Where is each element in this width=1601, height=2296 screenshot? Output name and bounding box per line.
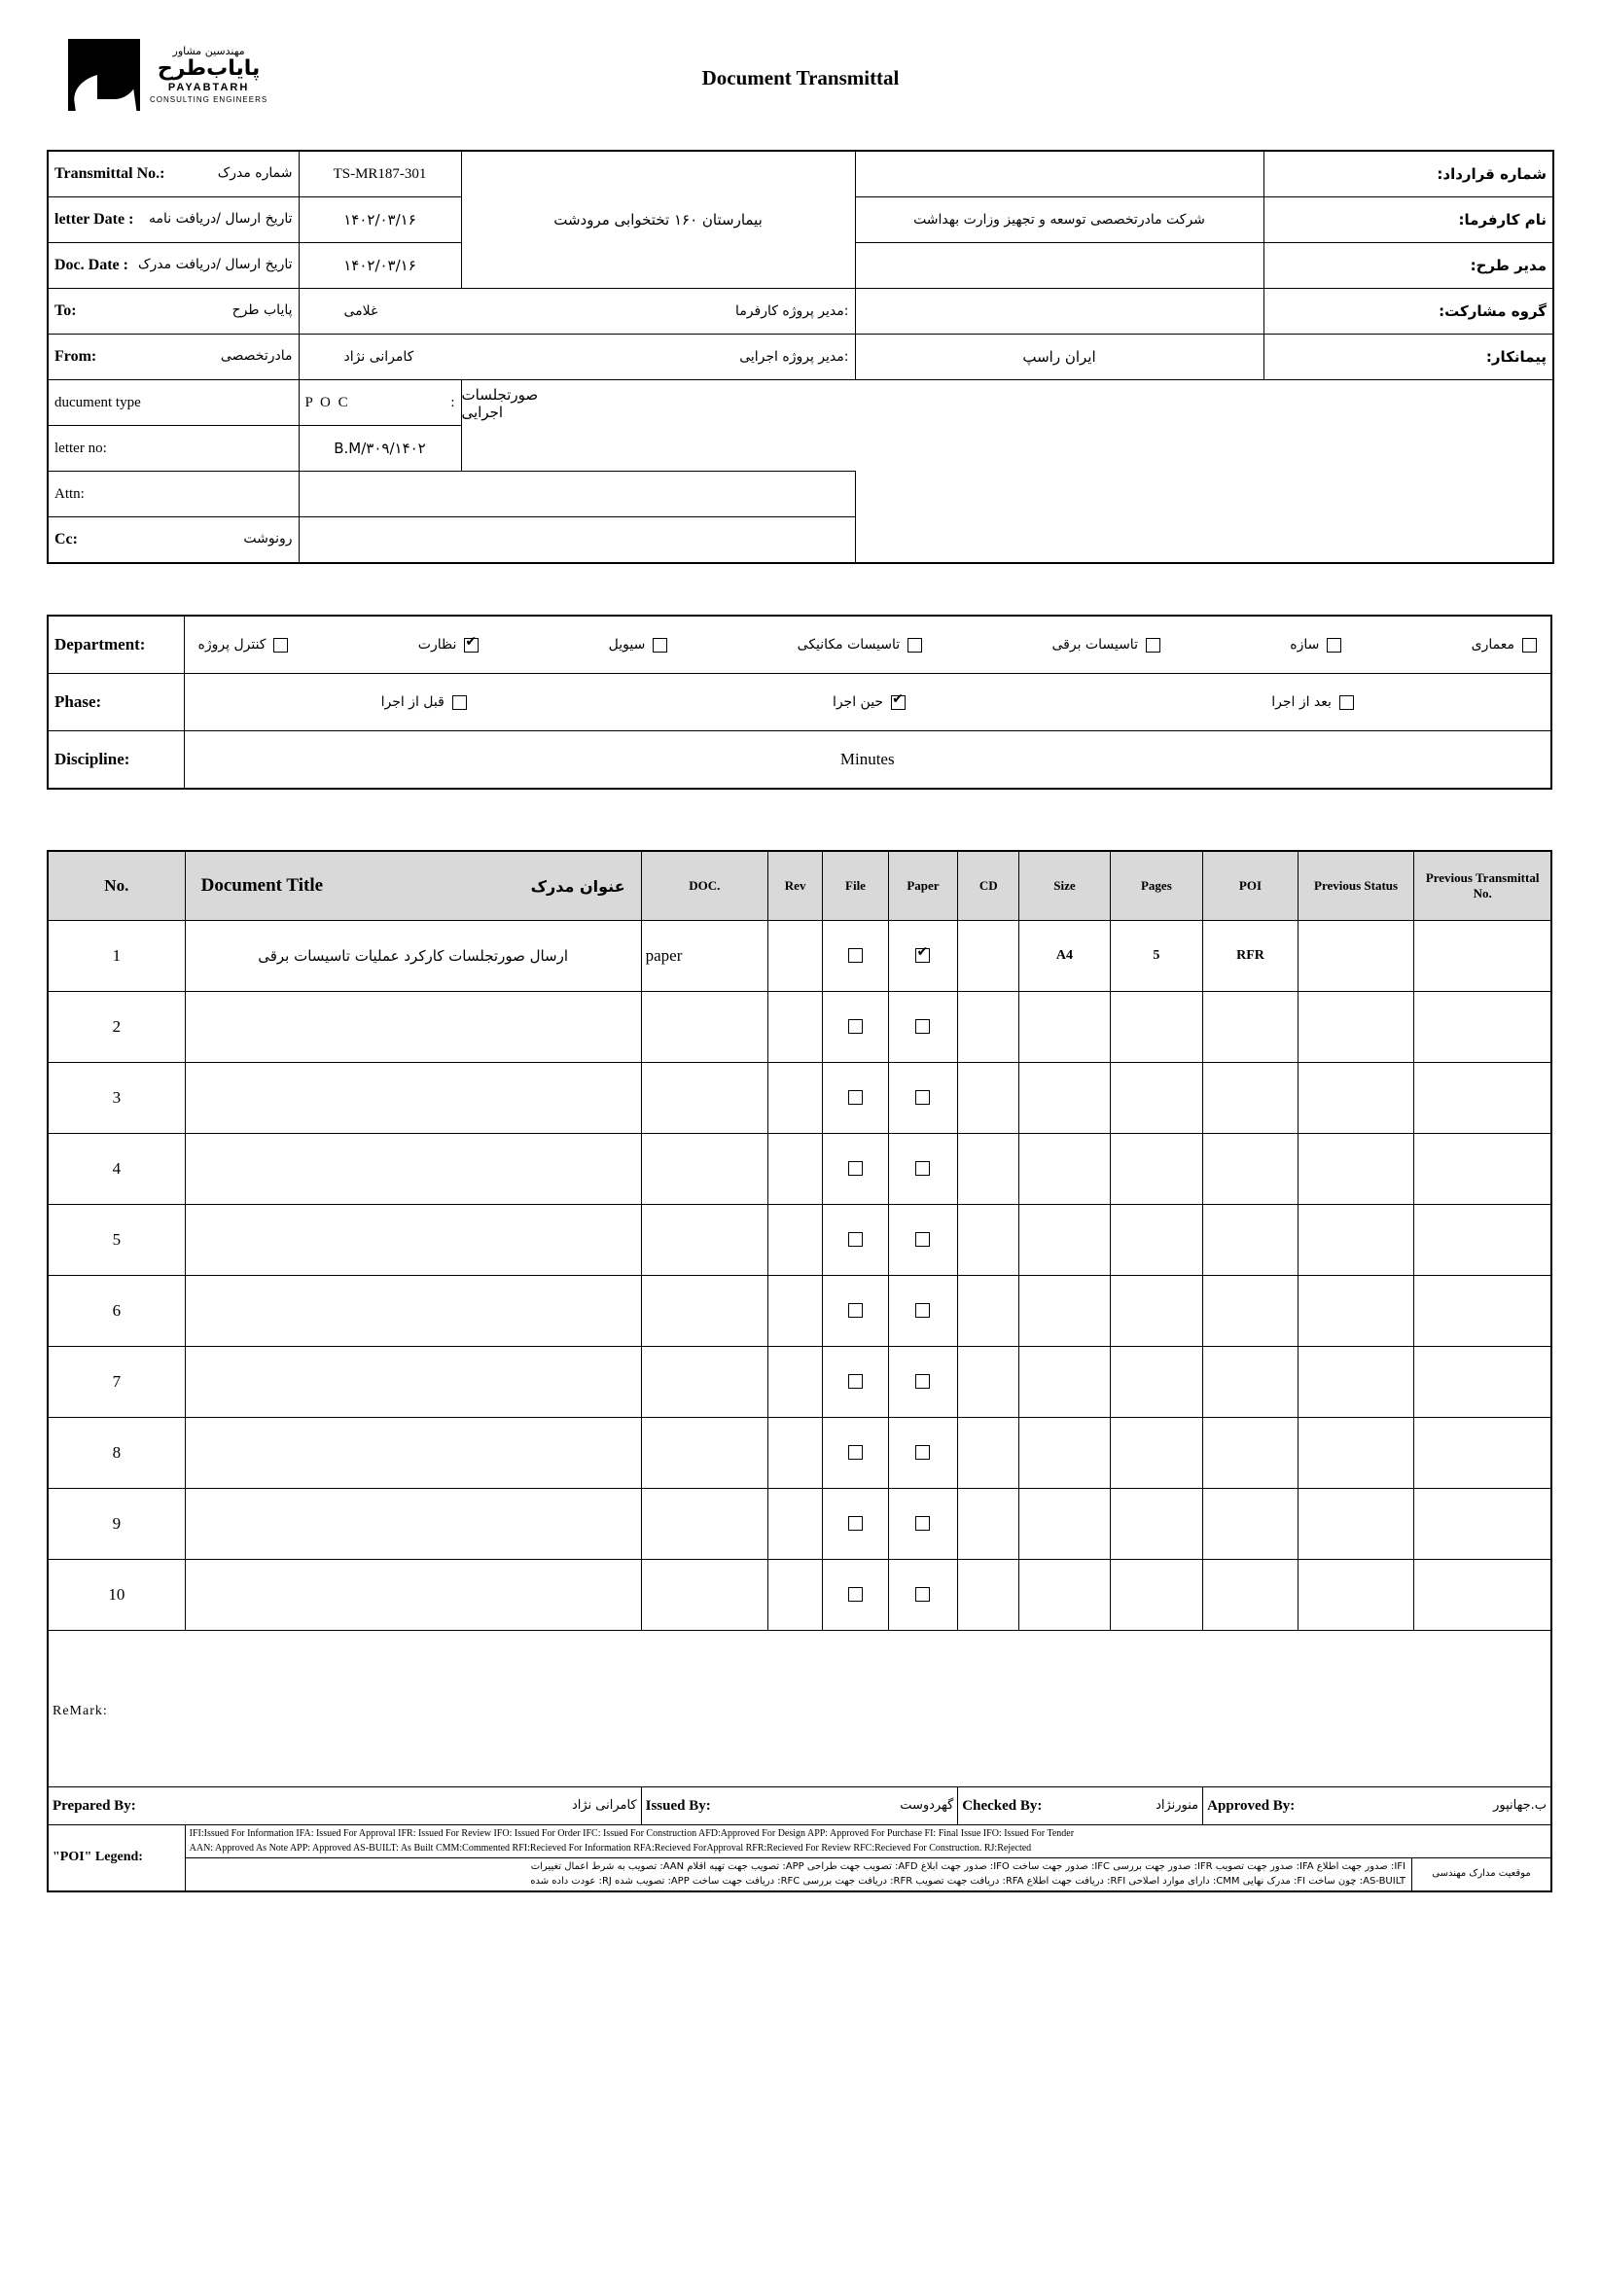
phase-option-before[interactable] [381,694,467,710]
cell-paper[interactable] [888,992,958,1063]
cell-file[interactable] [823,1347,888,1418]
legend-fa-wrap [185,1858,1551,1892]
label-cc [48,517,299,564]
cell-paper[interactable] [888,1205,958,1276]
cell-prev-status [1298,992,1413,1063]
cell-file[interactable] [823,1418,888,1489]
cell-doc [641,1063,767,1134]
legend-row-fa [48,1858,1551,1892]
cell-cd [958,1205,1019,1276]
info-row-letter-no [48,426,1553,472]
checkbox-paper[interactable] [915,1161,930,1176]
label-letter-date [48,197,299,243]
department-row [48,616,1551,674]
checkbox-paper[interactable] [915,1445,930,1460]
phase-option-after[interactable] [1271,694,1354,710]
label-to [48,289,299,335]
logo-line-4: CONSULTING ENGINEERS [150,94,268,104]
cell-poi [1203,1489,1299,1560]
cell-pages [1110,1489,1203,1560]
cell-poi [1203,1418,1299,1489]
document-table-header [48,851,1551,921]
value-contractor: ایران راسپ [855,335,1263,380]
cell-prev-status [1298,1418,1413,1489]
label-joint-venture: گروه مشارکت: [1263,289,1553,335]
table-row [48,1276,1551,1347]
cell-doc [641,992,767,1063]
cell-title: ارسال صورتجلسات کارکرد عملیات تاسیسات برقی [185,921,641,992]
cell-cd [958,1347,1019,1418]
cell-paper[interactable] [888,1347,958,1418]
cell-prev-transmittal [1414,921,1551,992]
info-row-from [48,335,1553,380]
value-discipline: Minutes [184,731,1551,790]
label-contract-no: شماره قرارداد: [1263,151,1553,197]
cell-poi [1203,992,1299,1063]
cell-size [1019,1560,1110,1631]
cell-title [185,1276,641,1347]
label-letter-date-en: letter Date : [54,211,134,228]
cell-size [1019,1418,1110,1489]
table-row [48,992,1551,1063]
cell-title [185,992,641,1063]
checkbox-phase-before[interactable] [452,695,467,710]
th-document-title [185,851,641,921]
phase-option-during[interactable] [833,694,906,710]
cell-file[interactable] [823,1063,888,1134]
table-row [48,1489,1551,1560]
cell-title [185,1560,641,1631]
cell-pages: 5 [1110,921,1203,992]
cell-prev-status [1298,1276,1413,1347]
checkbox-paper[interactable] [915,1232,930,1247]
cell-pages [1110,1205,1203,1276]
checkbox-paper[interactable] [915,1374,930,1389]
cell-doc [641,1134,767,1205]
cell-title [185,1489,641,1560]
cell-cd [958,1276,1019,1347]
th-pages: Pages [1110,851,1203,921]
checkbox-project-control[interactable] [273,638,288,653]
cell-cd [958,921,1019,992]
cell-prev-transmittal [1414,1560,1551,1631]
cell-prev-transmittal [1414,992,1551,1063]
label-transmittal-no-fa: شماره مدرک [217,165,293,181]
cell-pages [1110,1347,1203,1418]
checkbox-sazeh[interactable] [1327,638,1341,653]
label-phase: Phase: [48,674,184,731]
doc-type-code: P O C [304,394,350,410]
cell-paper[interactable] [888,1560,958,1631]
table-row [48,1560,1551,1631]
value-joint-venture [855,289,1263,335]
value-executive-pm: کامرانی نژاد [343,349,414,365]
cell-rev [767,1063,822,1134]
label-contractor: پیمانکار: [1263,335,1553,380]
page-title: Document Transmittal [701,66,900,89]
logo-line-2: پایاب‌طرح [157,56,261,82]
value-to-fa: پایاب طرح [231,302,293,318]
cell-size [1019,1489,1110,1560]
cell-doc [641,1418,767,1489]
checkbox-file[interactable] [848,948,863,963]
cell-file[interactable] [823,992,888,1063]
legend-en-lines [185,1825,1551,1858]
checkbox-memari[interactable] [1522,638,1537,653]
signature-prepared-by [48,1787,641,1825]
th-rev: Rev [767,851,822,921]
legend-row-en [48,1825,1551,1858]
project-name: بیمارستان ۱۶۰ تختخوابی مرودشت [461,151,855,289]
label-discipline: Discipline: [48,731,184,790]
cell-size [1019,992,1110,1063]
checkbox-phase-after[interactable] [1339,695,1354,710]
cell-size [1019,1063,1110,1134]
cell-no: 8 [48,1418,185,1489]
value-employer-pm: غلامی [343,303,378,319]
checkbox-mechanical[interactable] [907,638,922,653]
checkbox-phase-during[interactable] [891,695,906,710]
label-prepared-by: Prepared By: [53,1797,136,1814]
remark-label[interactable]: ReMark: [48,1631,1551,1787]
cell-file[interactable] [823,1205,888,1276]
value-attn[interactable] [299,472,855,517]
cell-cd [958,1418,1019,1489]
value-document-type-fa: صورتجلسات اجرایی [461,386,539,421]
checkbox-file[interactable] [848,1445,863,1460]
label-from-en: From: [54,348,97,365]
info-row-document-type [48,380,1553,426]
cell-no: 7 [48,1347,185,1418]
checkbox-file[interactable] [848,1516,863,1531]
label-doc-date-fa: تاریخ ارسال /دریافت مدرک [138,257,293,272]
label-letter-date-fa: تاریخ ارسال /دریافت نامه [148,211,293,227]
cell-no: 6 [48,1276,185,1347]
logo-line-1: مهندسین مشاور [172,44,245,57]
cell-poi [1203,1205,1299,1276]
page-header [47,33,1554,150]
th-poi: POI [1203,851,1299,921]
cell-rev [767,1418,822,1489]
cell-size: A4 [1019,921,1110,992]
cell-cd [958,992,1019,1063]
th-size: Size [1019,851,1110,921]
cell-paper[interactable] [888,1418,958,1489]
value-from-fa: مادرتخصصی [220,348,293,364]
checkbox-civil[interactable] [653,638,667,653]
cell-paper[interactable] [888,1134,958,1205]
label-employer-pm: مدیر پروژه کارفرما: [735,303,849,319]
cell-prev-transmittal [1414,1489,1551,1560]
value-project-manager [855,243,1263,289]
checkbox-file[interactable] [848,1232,863,1247]
dept-label-5: نظارت [417,637,457,653]
value-cc[interactable] [299,517,855,564]
cell-doc: paper [641,921,767,992]
cell-prev-status [1298,921,1413,992]
cell-prev-transmittal [1414,1063,1551,1134]
th-cd: CD [958,851,1019,921]
cell-prev-status [1298,1489,1413,1560]
cell-no: 9 [48,1489,185,1560]
dept-option-electrical[interactable] [1051,637,1159,653]
legend-fa-line-1: IFI: صدور جهت اطلاع IFA: صدور جهت تصویب IFR: صدور جهت بررسی IFC: صدور جهت ساخت IFO: صدور جهت ابلاغ AFD: تصویب جهت طراحی APP: تصویب جهت تهیه اقلام AAN: تصویب به شرط اعمال تغییرات [530,1861,1405,1872]
cell-pages [1110,992,1203,1063]
cell-title [185,1205,641,1276]
dept-label-4: سیویل [608,637,646,653]
table-row [48,1134,1551,1205]
cell-pages [1110,1418,1203,1489]
cell-title [185,1063,641,1134]
dept-label-6: کنترل پروژه [197,637,267,653]
label-department: Department: [48,616,184,674]
remark-row [48,1631,1551,1787]
cell-paper[interactable] [888,1489,958,1560]
cell-no: 3 [48,1063,185,1134]
cell-paper[interactable] [888,1276,958,1347]
legend-en-line-1: IFI:Issued For Information IFA: Issued For Approval IFR: Issued For Review IFO: Issued For Order IFC: Issued For Construction AFD:Approved For Design APP: Approved For Purchase FI: Final Issue IFO: Issued For Tender [189,1828,1075,1839]
transmittal-info-table [47,150,1554,564]
cell-no: 5 [48,1205,185,1276]
info-row-transmittal-no [48,151,1553,197]
th-paper: Paper [888,851,958,921]
th-file: File [823,851,888,921]
checkbox-supervision[interactable] [464,638,479,653]
label-doc-date-en: Doc. Date : [54,257,128,273]
dept-option-supervision[interactable] [418,637,480,653]
cell-size [1019,1347,1110,1418]
executive-pm-cell [299,335,855,380]
cell-doc [641,1489,767,1560]
checkbox-paper[interactable] [915,1303,930,1318]
signature-row [48,1787,1551,1825]
cell-size [1019,1134,1110,1205]
discipline-row [48,731,1551,790]
value-doc-date: ۱۴۰۲/۰۳/۱۶ [299,243,461,289]
label-approved-by: Approved By: [1207,1797,1296,1814]
label-doc-date [48,243,299,289]
signature-issued-by [641,1787,958,1825]
cell-prev-status [1298,1134,1413,1205]
checkbox-file[interactable] [848,1090,863,1105]
cell-cd [958,1134,1019,1205]
dept-label-2: تاسیسات برقی [1051,637,1138,653]
checkbox-paper[interactable] [915,948,930,963]
label-issued-by: Issued By: [645,1797,711,1814]
cell-poi [1203,1560,1299,1631]
cell-rev [767,992,822,1063]
checkbox-file[interactable] [848,1303,863,1318]
cell-no: 10 [48,1560,185,1631]
label-document-type: ducument type [48,380,299,426]
cell-rev [767,1489,822,1560]
value-employer-name [855,151,1263,197]
cell-rev [767,1276,822,1347]
cell-poi: RFR [1203,921,1299,992]
checkbox-file[interactable] [848,1161,863,1176]
th-doc: DOC. [641,851,767,921]
label-to-en: To: [54,302,77,319]
label-transmittal-no-en: Transmittal No.: [54,165,165,182]
phase-row [48,674,1551,731]
label-employer: نام کارفرما: [1263,197,1553,243]
legend-fa-lines [186,1858,1412,1890]
cell-file[interactable] [823,921,888,992]
cell-prev-transmittal [1414,1134,1551,1205]
cell-prev-status [1298,1063,1413,1134]
value-checked-by: منورنژاد [1156,1797,1199,1813]
dept-option-project-control[interactable] [198,637,289,653]
cell-prev-transmittal [1414,1418,1551,1489]
info-row-attn [48,472,1553,517]
label-executive-pm: مدیر پروژه اجرایی: [739,349,849,365]
checkbox-paper[interactable] [915,1516,930,1531]
cell-rev [767,921,822,992]
table-row [48,921,1551,992]
cell-pages [1110,1560,1203,1631]
cell-title [185,1418,641,1489]
checkbox-paper[interactable] [915,1587,930,1602]
legend-title: "POI" Legend: [48,1825,185,1892]
info-row-cc [48,517,1553,564]
checkbox-electrical[interactable] [1146,638,1160,653]
cell-rev [767,1205,822,1276]
signature-approved-by [1203,1787,1551,1825]
doc-type-extra [461,380,1553,426]
cell-rev [767,1560,822,1631]
th-title-fa: عنوان مدرک [530,876,625,896]
cell-prev-transmittal [1414,1205,1551,1276]
value-approved-by: ب.جهانپور [1493,1797,1547,1813]
cell-no: 2 [48,992,185,1063]
phase-label-0: بعد از اجرا [1271,694,1332,710]
th-title-en: Document Title [200,875,324,896]
employer-pm-cell [299,289,855,335]
cell-prev-status [1298,1205,1413,1276]
legend-fa-side: موقعیت مدارک مهندسی [1412,1858,1551,1890]
dept-option-mechanical[interactable] [798,637,923,653]
cell-poi [1203,1347,1299,1418]
cell-paper[interactable] [888,921,958,992]
dept-option-sazeh[interactable] [1290,637,1341,653]
legend-en-line-2: AAN: Approved As Note APP: Approved AS-BUILT: As Built CMM:Commented RFI:Recieved For Information RFA:Recieved ForApproval RFR:Recieved For Review RFC:Recieved For Construction. RJ:Rejected [189,1842,1032,1854]
signature-checked-by [958,1787,1203,1825]
dept-label-1: سازه [1290,637,1320,653]
label-project-manager: مدیر طرح: [1263,243,1553,289]
table-row [48,1205,1551,1276]
cell-rev [767,1134,822,1205]
cell-doc [641,1347,767,1418]
table-row [48,1418,1551,1489]
checkbox-file[interactable] [848,1374,863,1389]
department-phase-table [47,615,1552,790]
checkbox-paper[interactable] [915,1019,930,1034]
table-row [48,1063,1551,1134]
cell-pages [1110,1134,1203,1205]
phase-label-2: قبل از اجرا [380,694,445,710]
department-options [184,616,1551,674]
cell-poi [1203,1134,1299,1205]
cell-prev-status [1298,1347,1413,1418]
cell-prev-transmittal [1414,1276,1551,1347]
cell-file[interactable] [823,1489,888,1560]
cell-title [185,1347,641,1418]
label-from [48,335,299,380]
cell-cd [958,1063,1019,1134]
checkbox-file[interactable] [848,1587,863,1602]
cell-rev [767,1347,822,1418]
th-no: No. [48,851,185,921]
cell-no: 4 [48,1134,185,1205]
value-transmittal-no: TS-MR187-301 [299,151,461,197]
cell-prev-status [1298,1560,1413,1631]
label-transmittal-no [48,151,299,197]
cell-no: 1 [48,921,185,992]
label-cc-en: Cc: [54,531,78,548]
value-prepared-by: کامرانی نژاد [571,1797,637,1813]
cell-doc [641,1205,767,1276]
checkbox-paper[interactable] [915,1090,930,1105]
phase-options [184,674,1551,731]
label-attn: Attn: [48,472,299,517]
cell-title [185,1134,641,1205]
table-row [48,1347,1551,1418]
value-issued-by: گهردوست [900,1797,954,1813]
cell-doc [641,1560,767,1631]
cell-size [1019,1205,1110,1276]
dept-label-3: تاسیسات مکانیکی [797,637,901,653]
value-document-type-code [299,380,461,426]
value-letter-date: ۱۴۰۲/۰۳/۱۶ [299,197,461,243]
cell-paper[interactable] [888,1063,958,1134]
doc-type-colon: : [450,394,455,410]
phase-label-1: حین اجرا [832,694,884,710]
cell-size [1019,1276,1110,1347]
cell-file[interactable] [823,1560,888,1631]
value-employer: شرکت مادرتخصصی توسعه و تجهیز وزارت بهداشت [855,197,1263,243]
transmittal-page [0,33,1601,2296]
cell-file[interactable] [823,1276,888,1347]
cell-poi [1203,1276,1299,1347]
th-previous-transmittal: Previous Transmittal No. [1414,851,1551,921]
cell-cd [958,1560,1019,1631]
cell-pages [1110,1276,1203,1347]
dept-option-memari[interactable] [1472,637,1537,653]
logo-line-3: PAYABTARH [167,82,250,94]
legend-fa-line-2: AS-BUILT: چون ساخت FI: مدرک نهایی CMM: دارای موارد اصلاحی RFI: دریافت جهت اطلاع RFA: دریافت جهت تصویب RFR: دریافت جهت بررسی RFC: دریافت جهت ساخت APP: تصویب شده RJ: عودت داده شده [530,1875,1405,1887]
cell-prev-transmittal [1414,1347,1551,1418]
info-row-to [48,289,1553,335]
dept-label-0: معماری [1471,637,1514,653]
cell-poi [1203,1063,1299,1134]
label-cc-fa: رونوشت [243,531,293,547]
label-letter-no: letter no: [48,426,299,472]
cell-cd [958,1489,1019,1560]
th-previous-status: Previous Status [1298,851,1413,921]
cell-pages [1110,1063,1203,1134]
checkbox-file[interactable] [848,1019,863,1034]
document-list-table [47,850,1552,1892]
cell-doc [641,1276,767,1347]
cell-file[interactable] [823,1134,888,1205]
value-letter-no: B.M/۳۰۹/۱۴۰۲ [299,426,461,472]
dept-option-civil[interactable] [609,637,668,653]
label-checked-by: Checked By: [962,1797,1043,1814]
